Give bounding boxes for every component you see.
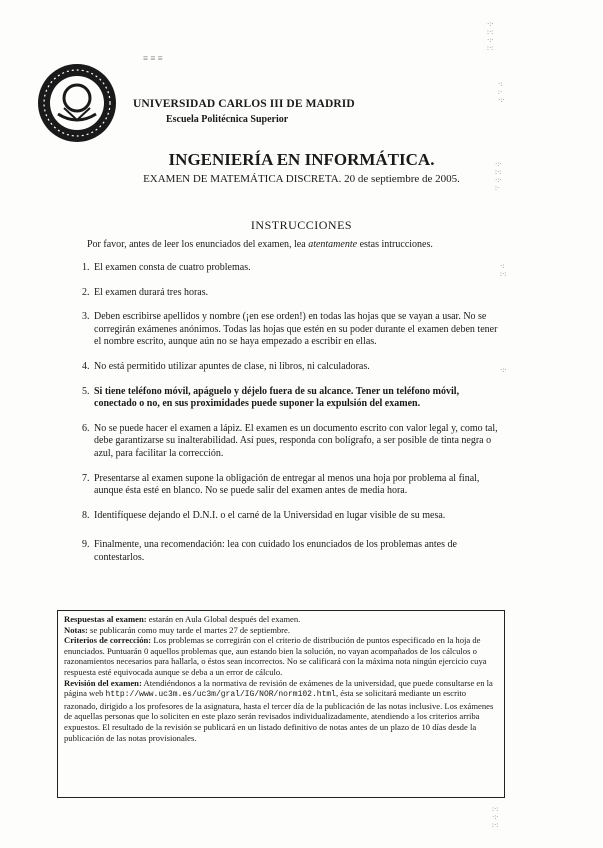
instruction-item-8 <box>82 510 502 523</box>
instruction-text: No está permitido utilizar apuntes de clase, ni libros, ni calculadoras. <box>94 360 370 372</box>
scan-noise-bottom-right: :·: ·:· :·: <box>492 805 499 829</box>
scan-noise-top-right: ·:· :·: ·:· :·: <box>487 20 494 52</box>
note-grades-label: Notas: <box>64 624 88 635</box>
note-review-text-2: , ésta se solicitará mediante un escrito razonado, dirigido a los profesores de la asignatura, hasta el tercer día de la publicación de las notas inclusive. Los exámenes de aquellas personas que lo soliciten en este plazo serán revisados individualizadamente, atendiendo a los criterios arriba expuestos. El resultado de la revisión se publicará en un listado definitivo de notas antes de un plazo de 10 días desde la publicación de las notas provisionales. <box>64 688 494 743</box>
instruction-item-4 <box>82 361 502 374</box>
exam-notes-box <box>57 610 505 798</box>
instruction-text: Identifíquese dejando el D.N.I. o el carné de la Universidad en lugar visible de su mesa. <box>94 509 446 521</box>
note-answers <box>64 614 498 625</box>
note-review-url: http://www.uc3m.es/uc3m/gral/IG/NOR/norm102.html <box>105 690 336 700</box>
note-answers-label: Respuestas al examen: <box>64 614 147 624</box>
instructions-heading: INSTRUCCIONES <box>250 218 353 232</box>
instruction-item-5 <box>82 386 502 411</box>
note-review-label: Revisión del examen: <box>64 677 142 688</box>
instructions-intro <box>87 239 433 250</box>
instruction-text: Finalmente, una recomendación: lea con cuidado los enunciados de los problemas antes de contestarlos. <box>94 539 457 563</box>
instruction-number: 9. <box>82 539 90 551</box>
instruction-text: El examen durará tres horas. <box>94 286 209 298</box>
instructions-list <box>82 262 502 565</box>
scan-noise-right-3: ·: :·: <box>500 262 507 278</box>
instruction-text: Presentarse al examen supone la obligación de entregar al menos una hoja por problema al final, aunque ésta esté en blanco. No se puede salir del examen antes de media hora. <box>94 472 480 497</box>
instruction-item-3 <box>82 311 502 349</box>
instruction-item-9 <box>82 539 502 564</box>
instruction-number: 8. <box>82 509 90 521</box>
instruction-item-2 <box>82 287 502 300</box>
scan-mark: ≡ ≡ ≡ <box>143 53 163 63</box>
note-grades-text: se publicarán como muy tarde el martes 27 de septiembre. <box>87 624 290 635</box>
exam-subtitle: EXAMEN DE MATEMÁTICA DISCRETA. 20 de septiembre de 2005. <box>143 173 460 185</box>
instruction-item-6 <box>82 423 502 461</box>
exam-title: INGENIERÍA EN INFORMÁTICA. <box>168 150 435 169</box>
intro-emphasis: atentamente <box>308 239 358 250</box>
instruction-item-1 <box>82 262 502 275</box>
note-review-text-1: Atendiéndonos a la normativa de revisión de exámenes de la universidad, que puede consultarse en la página web <box>64 677 493 699</box>
intro-text-before: Por favor, antes de leer los enunciados del examen, lea <box>87 239 309 250</box>
instruction-number: 2. <box>82 286 90 298</box>
intro-text-after: estas intrucciones. <box>357 239 433 250</box>
instruction-item-7 <box>82 473 502 498</box>
note-criteria-label: Criterios de corrección: <box>64 635 152 646</box>
note-review <box>64 678 498 744</box>
scan-noise-right-4: ·:· <box>500 366 507 374</box>
instruction-number: 1. <box>82 262 90 273</box>
note-criteria <box>64 635 498 677</box>
instruction-text: El examen consta de cuatro problemas. <box>94 262 251 273</box>
note-criteria-text: Los problemas se corregirán con el criterio de distribución de puntos especificado en la hoja de enunciados. Puntuarán 0 aquellos problemas que, aun estando bien la solución, no vayan acompañados de los cálculos o razonamientos necesarios para hallarla, o éstos sean incorrectos. No se calificará con la máxima nota ningún ejercicio cuya respuesta esté equivocada aunque se deba a un error de cálculo. <box>64 635 487 677</box>
university-seal-icon <box>36 62 118 144</box>
instruction-number: 7. <box>82 472 90 484</box>
instruction-text: Deben escribirse apellidos y nombre (¡en ese orden!) en todas las hojas que se vayan a usar. No se corregirán exámenes anónimos. Todas las hojas que estén en su poder durante el examen deben tener el nombre escrito, aunque aún no se haya empezado a escribir en ellas. <box>94 311 498 348</box>
instruction-number: 3. <box>82 311 90 323</box>
instruction-number: 4. <box>82 360 90 372</box>
scan-noise-right-1: ·: :· ·:· <box>498 80 505 104</box>
scan-noise-right-2: ·:· :·: ·:· :· <box>495 160 502 192</box>
school-name: Escuela Politécnica Superior <box>166 114 289 125</box>
note-grades <box>64 625 498 636</box>
instruction-number: 6. <box>82 422 90 434</box>
university-name: UNIVERSIDAD CARLOS III DE MADRID <box>133 98 355 110</box>
instruction-number: 5. <box>82 385 90 397</box>
note-answers-text: estarán en Aula Global después del examen. <box>146 614 301 624</box>
instruction-text: No se puede hacer el examen a lápiz. El examen es un documento escrito con valor legal y, como tal, debe garantizarse su inalterabilidad. Así pues, responda con bolígrafo, a ser posible de tinta negra o azul, para facilitar la corrección. <box>94 422 498 459</box>
instruction-text: Si tiene teléfono móvil, apáguelo y déjelo fuera de su alcance. Tener un teléfono móvil, conectado o no, en sus proximidades puede suponer la expulsión del examen. <box>94 385 460 410</box>
